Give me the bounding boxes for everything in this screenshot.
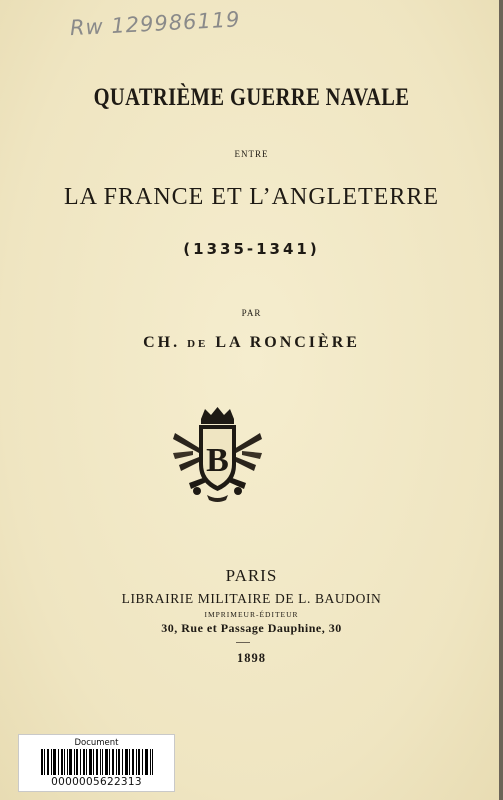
publication-year: 1898 xyxy=(237,651,266,665)
by-line-label: PAR xyxy=(241,308,262,318)
handwritten-shelfmark: Rw 129986119 xyxy=(69,7,242,41)
title-connector: ENTRE xyxy=(234,149,269,159)
barcode-number: 0000005622313 xyxy=(51,776,142,788)
title-line-1: QUATRIÈME GUERRE NAVALE xyxy=(93,84,410,111)
publisher-address: 30, Rue et Passage Dauphine, 30 xyxy=(161,621,342,635)
author-name xyxy=(0,334,503,352)
author-particle: DE xyxy=(187,338,209,350)
svg-text:B: B xyxy=(206,442,229,479)
barcode-caption: Document xyxy=(74,738,119,748)
scan-edge xyxy=(499,0,503,800)
publisher-role: IMPRIMEUR-ÉDITEUR xyxy=(204,610,299,619)
library-barcode-label xyxy=(18,734,175,792)
publisher-emblem-icon xyxy=(171,405,264,505)
publisher-name: LIBRAIRIE MILITAIRE DE L. BAUDOIN xyxy=(121,591,382,606)
author-surname: LA RONCIÈRE xyxy=(215,334,360,351)
publication-city: PARIS xyxy=(225,566,278,585)
barcode-icon xyxy=(41,749,153,775)
divider-rule xyxy=(236,642,250,643)
date-range: (1335-1341) xyxy=(183,240,320,258)
title-line-2: LA FRANCE ET L’ANGLETERRE xyxy=(63,184,439,210)
author-initial: CH. xyxy=(143,334,181,351)
